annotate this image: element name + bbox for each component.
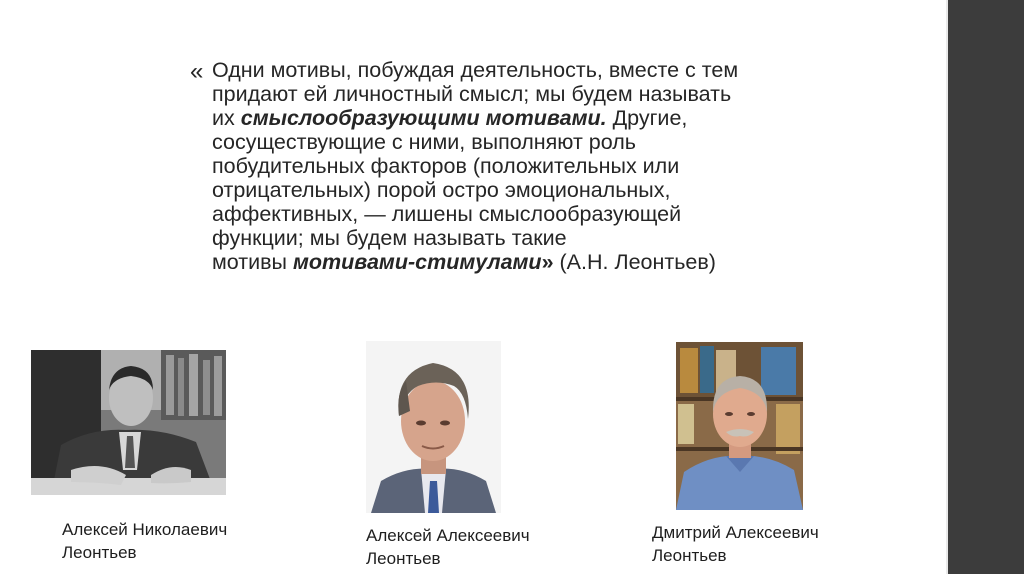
- quote-line: аффективных, — лишены смыслообразующей: [212, 202, 682, 226]
- portrait-photo-1: [31, 350, 226, 495]
- caption-surname: Леонтьев: [652, 546, 727, 565]
- quote-text-run: их: [212, 106, 241, 130]
- caption-3: [652, 521, 819, 567]
- caption-surname: Леонтьев: [366, 549, 441, 568]
- quote-line: функции; мы будем называть такие: [212, 226, 567, 250]
- quote-line: отрицательных) порой остро эмоциональных,: [212, 178, 671, 202]
- quote-attribution: (А.Н. Леонтьев): [553, 250, 716, 274]
- quote-line: Одни мотивы, побуждая деятельность, вместе с тем: [212, 58, 739, 82]
- quote-text-run: Другие,: [606, 106, 688, 130]
- portrait-photo-2: [366, 341, 501, 513]
- quote-open-mark: «: [190, 58, 204, 85]
- quote-text: [212, 58, 852, 274]
- side-bar: [948, 0, 1024, 574]
- quote-emphasis: смыслообразующими мотивами.: [240, 106, 607, 130]
- quote-emphasis: мотивами-стимулами: [292, 250, 542, 274]
- portrait-photo-3: [676, 342, 803, 510]
- caption-2: [366, 524, 530, 570]
- quote-line: придают ей личностный смысл; мы будем называть: [212, 82, 732, 106]
- caption-1: [62, 518, 227, 564]
- caption-first-name: Дмитрий Алексеевич: [652, 523, 819, 542]
- quote-line: [212, 250, 852, 274]
- quote-text-run: мотивы: [212, 250, 293, 274]
- caption-surname: Леонтьев: [62, 543, 137, 562]
- caption-first-name: Алексей Алексеевич: [366, 526, 530, 545]
- quote-line: побудительных факторов (положительных или: [212, 154, 680, 178]
- quote-line: сосуществующие с ними, выполняют роль: [212, 130, 636, 154]
- quote-line: [212, 106, 852, 130]
- caption-first-name: Алексей Николаевич: [62, 520, 228, 539]
- quote-close-mark: »: [541, 250, 554, 274]
